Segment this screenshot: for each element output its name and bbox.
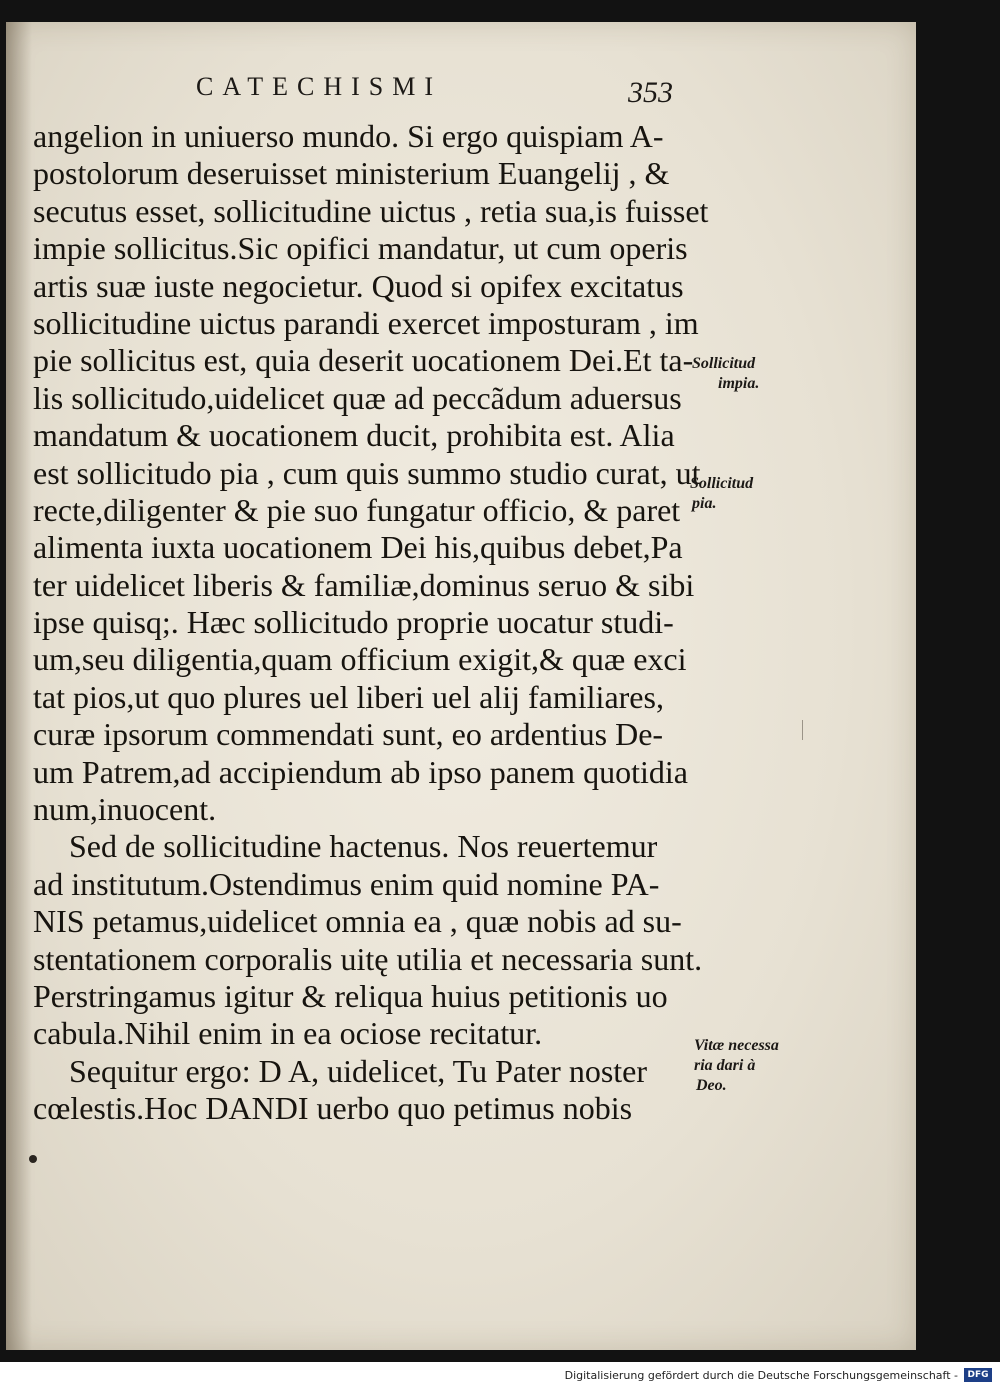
marginal-note-line: pia. [692,495,717,512]
text-line: cabula.Nihil enim in ea ociose recitatur. [33,1015,543,1052]
text-line: Perstringamus igitur & reliqua huius petitionis uo [33,977,668,1014]
text-line: pie sollicitus est, quia deserit uocationem Dei.Et ta- [33,342,694,379]
pencil-mark [802,720,803,740]
marginal-note-line: Vitæ necessa [694,1037,779,1054]
marginal-note-vitae-necessaria [694,1036,779,1096]
text-line: um,seu diligentia,quam officium exigit,& quæ exci [33,641,687,678]
paragraph-start-line: Sequitur ergo: D A, uidelicet, Tu Pater noster [69,1052,648,1089]
text-line: cœlestis.Hoc DANDI uerbo quo petimus nobis [33,1090,633,1127]
text-line: recte,diligenter & pie suo fungatur officio, & paret [33,491,681,528]
text-line: num,inuocent. [33,791,217,828]
text-line: tat pios,ut quo plures uel liberi uel alij familiares, [33,678,664,715]
text-line: impie sollicitus.Sic opifici mandatur, ut cum operis [33,230,688,267]
text-line: ter uidelicet liberis & familiæ,dominus seruo & sibi [33,566,695,603]
marginal-note-line: Deo. [696,1077,727,1094]
marginal-note-line: Sollicitud [690,475,754,492]
dfg-logo-icon: DFG [964,1368,992,1382]
text-line: stentationem corporalis uitę utilia et necessaria sunt. [33,940,703,977]
text-line: um Patrem,ad accipiendum ab ipso panem quotidia [33,753,688,790]
gutter-shadow [6,22,32,1350]
ink-dot [29,1155,37,1163]
marginal-note-sollicitudo-impia [692,354,759,394]
main-text-block [33,118,709,1128]
text-line: artis suæ iuste negocietur. Quod si opifex excitatus [33,267,684,304]
marginal-note-line: ria dari à [694,1057,756,1074]
text-line: postolorum deseruisset ministerium Euangelij , & [33,155,670,192]
text-line: ad institutum.Ostendimus enim quid nomine PA- [33,865,660,902]
text-line: NIS petamus,uidelicet omnia ea , quæ nobis ad su- [33,903,682,940]
marginal-note-line: Sollicitud [692,355,756,372]
text-line: lis sollicitudo,uidelicet quæ ad peccãdum aduersus [33,379,682,416]
marginal-note-line: impia. [718,375,760,392]
page-number: 353 [628,76,673,109]
text-line: curæ ipsorum commendati sunt, eo ardentius De- [33,716,664,753]
text-line: mandatum & uocationem ducit, prohibita est. Alia [33,417,675,454]
running-head: CATECHISMI [196,72,443,101]
text-line: alimenta iuxta uocationem Dei his,quibus debet,Pa [33,529,683,566]
text-line: sollicitudine uictus parandi exercet imposturam , im [33,304,699,341]
digitization-footer [0,1362,1000,1388]
text-line: ipse quisq;. Hæc sollicitudo proprie uocatur studi- [33,604,674,641]
text-line: est sollicitudo pia , cum quis summo studio curat, ut [33,454,701,491]
text-line: angelion in uniuerso mundo. Si ergo quispiam A- [33,118,664,154]
funding-credit: Digitalisierung gefördert durch die Deutsche Forschungsgemeinschaft - [564,1369,958,1382]
paragraph-start-line: Sed de sollicitudine hactenus. Nos reuertemur [69,828,658,865]
text-line: secutus esset, sollicitudine uictus , retia sua,is fuisset [33,192,709,229]
marginal-note-sollicitudo-pia [690,474,753,514]
